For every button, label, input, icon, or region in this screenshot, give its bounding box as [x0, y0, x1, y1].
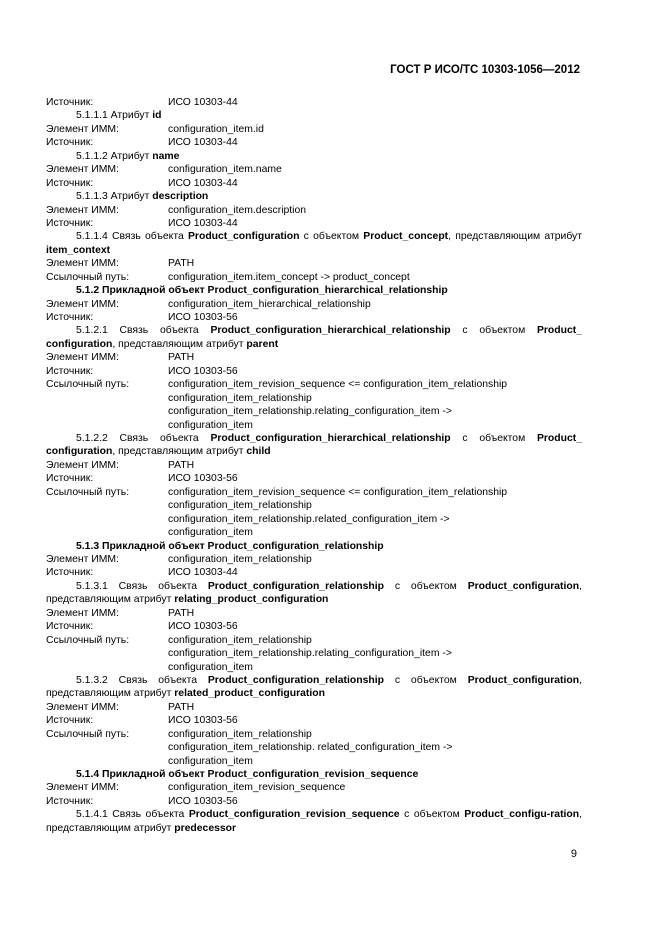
field-value: ИСО 10303-44 [168, 137, 238, 149]
text-run: с объектом [383, 674, 468, 686]
text-run: Product_concept [363, 231, 449, 243]
text-run: , представляющим атрибут [46, 580, 582, 606]
field-value: configuration_item_relationship [168, 634, 312, 646]
text-run: Product_configuration [188, 231, 300, 243]
section-heading [46, 768, 582, 781]
field-value: configuration_item.id [168, 123, 264, 135]
field-label: Элемент ИММ: [46, 123, 119, 135]
field-row [46, 486, 582, 499]
field-value: configuration_item.name [168, 164, 282, 176]
field-label: Элемент ИММ: [46, 258, 119, 270]
field-label: Ссылочный путь: [46, 379, 130, 391]
text-run: Product_configuration_relationship [207, 674, 384, 686]
field-value: configuration_item_relationship [168, 728, 312, 740]
field-value: PATH [168, 607, 195, 619]
field-value: configuration_item.item_concept -> product_concept [168, 271, 410, 283]
field-value: configuration_item_relationship [168, 392, 312, 404]
text-run: с объектом [450, 433, 537, 444]
field-row [46, 351, 582, 364]
field-value: configuration_item_relationship. related_configuration_item -> [168, 742, 453, 754]
clause-paragraph [46, 674, 582, 701]
field-row [46, 647, 582, 660]
text-run: Product_ configuration [46, 433, 582, 458]
field-value: ИСО 10303-44 [168, 567, 238, 579]
field-label: Источник: [46, 177, 94, 189]
field-label: Ссылочный путь: [46, 486, 130, 498]
field-value: configuration_item_hierarchical_relationship [168, 298, 371, 310]
field-value: ИСО 10303-44 [168, 217, 238, 229]
text-run: parent [246, 338, 279, 350]
field-label: Источник: [46, 137, 94, 149]
text-run: 5.1.1.2 Атрибут [76, 150, 153, 162]
text-run: 5.1.1.4 Связь объекта [76, 231, 188, 243]
clause-paragraph [46, 808, 582, 835]
text-run: 5.1.1.3 Атрибут [76, 191, 153, 203]
field-value: configuration_item [168, 661, 253, 673]
field-label: Источник: [46, 312, 94, 324]
text-run: , представляющим атрибут [46, 809, 582, 834]
field-row [46, 661, 582, 674]
field-label: Элемент ИММ: [46, 298, 119, 310]
field-row [46, 298, 582, 311]
text-run: , представляющим атрибут [46, 674, 582, 700]
field-label: Источник: [46, 217, 94, 229]
field-row [46, 553, 582, 566]
field-label: Элемент ИММ: [46, 352, 119, 364]
field-label: Источник: [46, 97, 94, 108]
field-value: ИСО 10303-56 [168, 365, 238, 377]
field-row [46, 472, 582, 485]
field-value: configuration_item [168, 419, 253, 431]
field-value: configuration_item.description [168, 204, 307, 216]
text-run: 5.1.2 Прикладной объект Product_configuration_hierarchical_relationship [76, 285, 448, 297]
text-run: 5.1.2.2 Связь объекта [76, 433, 211, 444]
text-run: relating_product_configuration [174, 594, 329, 606]
text-run: , представляющим атрибут [448, 231, 582, 243]
field-label: Элемент ИММ: [46, 782, 119, 794]
field-row [46, 96, 582, 109]
field-value: configuration_item_relationship [168, 553, 312, 565]
text-run: predecessor [174, 822, 237, 834]
field-value: ИСО 10303-44 [168, 177, 238, 189]
field-value: configuration_item [168, 755, 253, 767]
field-row [46, 311, 582, 324]
text-run: с объектом [299, 231, 364, 243]
field-row [46, 634, 582, 647]
field-value: ИСО 10303-56 [168, 312, 238, 324]
field-value: PATH [168, 352, 195, 364]
field-value: PATH [168, 459, 195, 471]
field-row [46, 513, 582, 526]
field-row [46, 257, 582, 270]
field-value: ИСО 10303-56 [168, 715, 238, 727]
field-row [46, 365, 582, 378]
field-row [46, 136, 582, 149]
field-label: Ссылочный путь: [46, 271, 130, 283]
field-row [46, 755, 582, 768]
section-heading [46, 109, 582, 122]
field-value: ИСО 10303-56 [168, 621, 238, 633]
text-run: 5.1.4.1 Связь объекта [76, 809, 189, 821]
section-heading [46, 540, 582, 553]
field-row [46, 499, 582, 512]
text-run: 5.1.3.1 Связь объекта [76, 580, 208, 592]
page-number: 9 [570, 848, 577, 860]
field-row [46, 204, 582, 217]
text-run: с объектом [383, 580, 468, 592]
text-run: Product_configuration_hierarchical_relationship [210, 433, 451, 444]
field-label: Элемент ИММ: [46, 553, 119, 565]
clause-paragraph [46, 324, 582, 351]
text-run: id [152, 110, 162, 122]
field-row [46, 795, 582, 808]
text-run: item_context [46, 244, 111, 256]
field-label: Ссылочный путь: [46, 634, 130, 646]
field-label: Источник: [46, 621, 94, 633]
text-run: name [152, 150, 180, 162]
field-value: ИСО 10303-44 [168, 97, 238, 108]
clause-paragraph [46, 580, 582, 607]
text-run: Product_configuration [467, 580, 580, 592]
document-body [46, 96, 582, 835]
field-label: Элемент ИММ: [46, 459, 119, 471]
field-row [46, 163, 582, 176]
text-run: Product_ configuration [46, 325, 582, 350]
text-run: Product_configuration_relationship [207, 580, 384, 592]
field-value: ИСО 10303-56 [168, 795, 238, 807]
field-row [46, 728, 582, 741]
field-label: Элемент ИММ: [46, 164, 119, 176]
field-label: Элемент ИММ: [46, 607, 119, 619]
text-run: description [152, 191, 209, 203]
text-run: Product_configuration_hierarchical_relationship [210, 325, 451, 337]
text-run: , представляющим атрибут [112, 338, 247, 350]
field-value: configuration_item_revision_sequence [168, 782, 346, 794]
field-row [46, 566, 582, 579]
text-run: Product_configu-ration [464, 809, 580, 821]
section-heading [46, 150, 582, 163]
text-run: 5.1.1.1 Атрибут [76, 110, 153, 122]
field-value: configuration_item_relationship.relating_configuration_item -> [168, 406, 452, 418]
text-run: с объектом [450, 325, 537, 337]
field-value: ИСО 10303-56 [168, 473, 238, 485]
field-value: configuration_item_relationship.related_configuration_item -> [168, 513, 450, 525]
field-label: Источник: [46, 795, 94, 807]
field-value: PATH [168, 258, 195, 270]
field-label: Элемент ИММ: [46, 701, 119, 713]
field-value: configuration_item_revision_sequence <= configuration_item_relationship [168, 486, 508, 498]
field-row [46, 419, 582, 432]
field-label: Ссылочный путь: [46, 728, 130, 740]
field-row [46, 741, 582, 754]
field-row [46, 607, 582, 620]
field-row [46, 701, 582, 714]
field-row [46, 781, 582, 794]
field-label: Элемент ИММ: [46, 204, 119, 216]
field-value: PATH [168, 701, 195, 713]
text-run: , представляющим атрибут [112, 446, 247, 458]
text-run: 5.1.4 Прикладной объект Product_configuration_revision_sequence [76, 769, 419, 781]
document-header: ГОСТ Р ИСО/ТС 10303-1056—2012 [390, 64, 580, 76]
field-row [46, 620, 582, 633]
text-run: 5.1.2.1 Связь объекта [76, 325, 211, 337]
field-label: Источник: [46, 715, 94, 727]
field-value: configuration_item_relationship [168, 500, 312, 512]
section-heading [46, 284, 582, 297]
text-run: Product_configuration_revision_sequence [188, 809, 400, 821]
text-run: с объектом [399, 809, 465, 821]
field-row [46, 714, 582, 727]
text-run: child [246, 446, 271, 458]
field-row [46, 459, 582, 472]
text-run: 5.1.3.2 Связь объекта [76, 674, 208, 686]
field-value: configuration_item [168, 527, 253, 539]
field-value: configuration_item_revision_sequence <= configuration_item_relationship [168, 379, 508, 391]
field-row [46, 392, 582, 405]
section-heading [46, 190, 582, 203]
field-row [46, 526, 582, 539]
field-row [46, 217, 582, 230]
field-row [46, 177, 582, 190]
clause-paragraph [46, 432, 582, 459]
field-row [46, 378, 582, 391]
text-run: related_product_configuration [174, 688, 325, 700]
field-label: Источник: [46, 473, 94, 485]
text-run: 5.1.3 Прикладной объект Product_configuration_relationship [76, 540, 384, 552]
field-row [46, 271, 582, 284]
field-row [46, 405, 582, 418]
field-row [46, 123, 582, 136]
text-run: Product_configuration [467, 674, 580, 686]
field-label: Источник: [46, 365, 94, 377]
field-value: configuration_item_relationship.relating_configuration_item -> [168, 648, 452, 660]
clause-paragraph [46, 230, 582, 257]
field-label: Источник: [46, 567, 94, 579]
